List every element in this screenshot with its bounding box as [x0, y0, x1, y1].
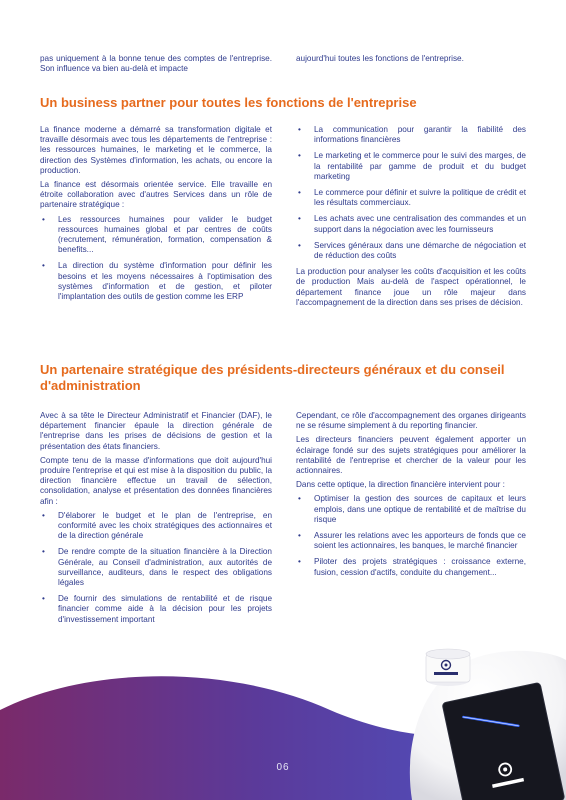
- list-item: • D'élaborer le budget et le plan de l'entreprise, en conformité avec les choix stratégiques des actionnaires et de la direction générale: [40, 511, 272, 542]
- list-item: • De fournir des simulations de rentabilité et de risque financier comme aide à la décision pour les projets d'investissement important: [40, 594, 272, 625]
- paragraph: Cependant, ce rôle d'accompagnement des organes dirigeants ne se résume simplement à du reporting financier.: [296, 411, 526, 431]
- bullet-list: [40, 511, 272, 625]
- list-item: • Piloter des projets stratégiques : croissance externe, fusion, cession d'actifs, conduite du changement...: [296, 557, 526, 577]
- list-item: • Assurer les relations avec les apporteurs de fonds que ce soient les actionnaires, les banques, le marché financier: [296, 531, 526, 551]
- section1-left-column: [40, 125, 272, 308]
- list-item: • Les achats avec une centralisation des commandes et un support dans la négociation avec les fournisseurs: [296, 214, 526, 234]
- list-item: • Optimiser la gestion des sources de capitaux et leurs emplois, dans une optique de rentabilité et de maîtrise du risque: [296, 494, 526, 525]
- paragraph: Avec à sa tête le Directeur Administratif et Financier (DAF), le département financier épaule la direction générale de l'entreprise dans les prises de décisions de gestion et la présentation des états financiers.: [40, 411, 272, 451]
- section-heading-business-partner: Un business partner pour toutes les fonctions de l'entreprise: [40, 95, 417, 110]
- bullet-list: [40, 215, 272, 303]
- bullet-list: [296, 494, 526, 577]
- paragraph: Les directeurs financiers peuvent également apporter un éclairage fondé sur des sujets stratégiques pour améliorer la rentabilité de l'entreprise et chercher de la valeur pour les actionnaires.: [296, 435, 526, 476]
- section1-right-column: [296, 125, 526, 312]
- product-photo: [400, 630, 566, 800]
- section2-left-column: [40, 411, 272, 631]
- list-item: • La direction du système d'information pour définir les besoins et les moyens nécessaires à l'optimisation des systèmes d'information et de gestion, et piloter l'implantation des outils de gestion comme les ERP: [40, 261, 272, 302]
- list-item: • Services généraux dans une démarche de négociation et de réduction des coûts: [296, 241, 526, 261]
- list-item: • De rendre compte de la situation financière à la Direction Générale, au Conseil d'administration, aux autorités de surveillance, auditeurs, dans le respect des obligations légales: [40, 547, 272, 588]
- paragraph: La finance est désormais orientée service. Elle travaille en étroite collaboration avec d'autres Services dans un rôle de partenaire stratégique :: [40, 180, 272, 210]
- mug-image: [426, 649, 470, 686]
- section-heading-strategic-partner: Un partenaire stratégique des présidents-directeurs généraux et du conseil d'administration: [40, 362, 505, 393]
- paragraph: La production pour analyser les coûts d'acquisition et les coûts de production Mais au-delà de l'aspect opérationnel, le département finance joue un rôle majeur dans l'accompagnement de la direction dans ses prises de décision.: [296, 267, 526, 307]
- bullet-list: [296, 125, 526, 261]
- continuation-text-right: [296, 54, 526, 68]
- list-item: • Les ressources humaines pour valider le budget ressources humaines global et par centres de coûts (recrutement, rémunération, formation, compensation & benefits...: [40, 215, 272, 256]
- list-item: • Le marketing et le commerce pour le suivi des marges, de la rentabilité par gamme de produit et du budget marketing: [296, 151, 526, 182]
- section2-right-column: [296, 411, 526, 584]
- paragraph: La finance moderne a démarré sa transformation digitale et travaille désormais avec tous les départements de l'entreprise : les ressources humaines, le marketing et le commerce, la direction des Systèmes d'information, les achats, ou encore la production.: [40, 125, 272, 175]
- page-number: 06: [276, 762, 290, 773]
- list-item: • Le commerce pour définir et suivre la politique de crédit et les résultats commerciaux.: [296, 188, 526, 208]
- continuation-text-left: [40, 54, 272, 78]
- paragraph: aujourd'hui toutes les fonctions de l'entreprise.: [296, 54, 464, 63]
- paragraph: pas uniquement à la bonne tenue des comptes de l'entreprise. Son influence va bien au-delà et impacte: [40, 54, 272, 74]
- list-item: • La communication pour garantir la fiabilité des informations financières: [296, 125, 526, 145]
- paragraph: Dans cette optique, la direction financière intervient pour :: [296, 480, 505, 490]
- paragraph: Compte tenu de la masse d'informations que doit aujourd'hui produire l'entreprise et qui est mise à la disposition du public, la direction financière effectue un travail de sélection, consolidation, analyse et présentation des données financières afin :: [40, 455, 272, 506]
